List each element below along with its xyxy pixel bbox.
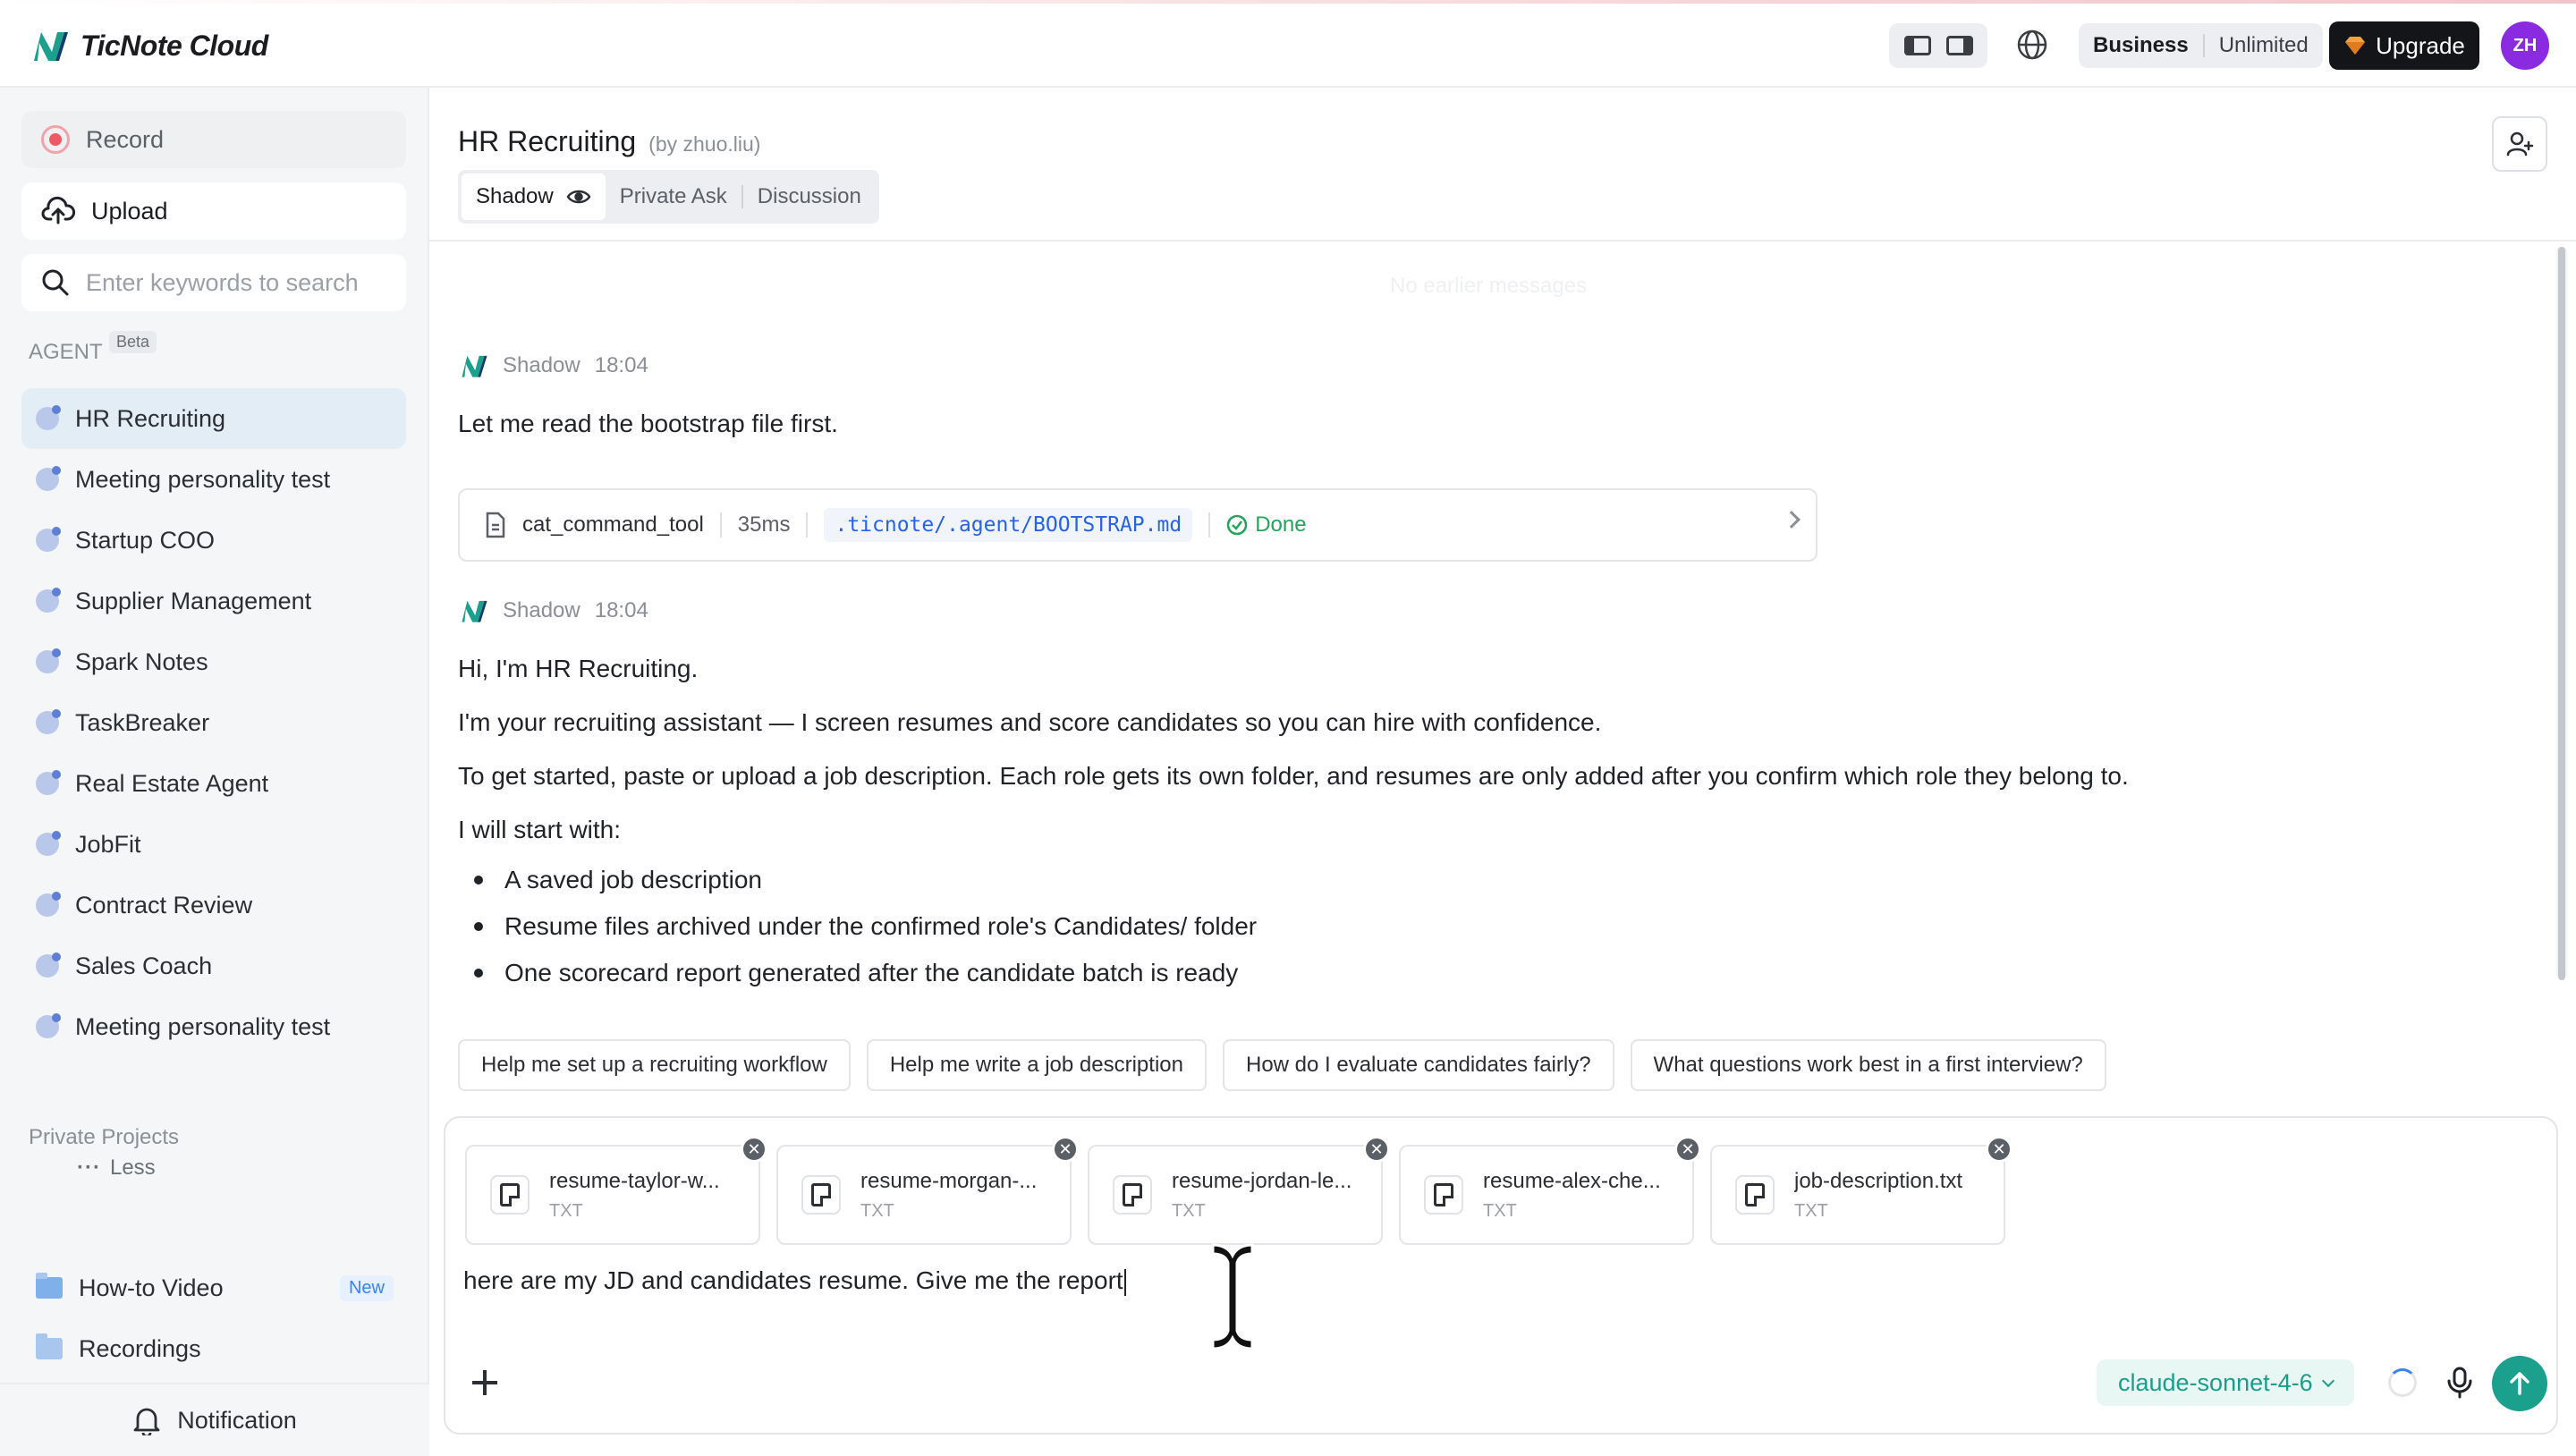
diamond-icon [2343,34,2367,57]
agent-icon [36,772,59,795]
agent-item-meeting-personality-test[interactable] [21,449,406,510]
remove-attachment-icon[interactable]: ✕ [1986,1136,2012,1163]
suggestion-chip[interactable]: Help me write a job description [867,1039,1207,1091]
agent-icon [36,407,59,430]
list-item-text: A saved job description [504,866,762,893]
agent-item-startup-coo[interactable] [21,510,406,571]
ticnote-logo-icon [29,25,70,66]
file-icon [1424,1175,1463,1215]
agent-item-label: Meeting personality test [75,1012,331,1040]
message-input-value: here are my JD and candidates resume. Give me the report [463,1266,1123,1294]
agent-title: HR Recruiting [458,125,637,157]
folder-icon [36,1338,63,1359]
text-cursor-icon [1206,1241,1259,1352]
tool-divider [806,512,808,538]
right-panel-icon[interactable] [1946,36,1973,55]
file-icon [490,1175,530,1215]
layout-toggle[interactable] [1889,23,1987,68]
add-member-button[interactable] [2492,116,2547,172]
bell-icon [132,1405,161,1435]
agent-item-hr-recruiting[interactable] [21,388,406,449]
new-badge: New [340,1275,394,1301]
agent-icon [36,893,59,917]
file-icon [1113,1175,1152,1215]
list-item [458,950,1257,996]
attachment-type: TXT [1172,1200,1206,1221]
agent-icon [36,589,59,613]
attachment-name: job-description.txt [1794,1168,1963,1193]
text-caret [1124,1269,1126,1296]
attachment-type: TXT [1483,1200,1517,1221]
message-input[interactable] [463,1266,1126,1296]
globe-icon[interactable] [2016,29,2048,61]
record-icon [41,125,70,154]
attachment-card[interactable] [465,1139,761,1245]
attachment-list [465,1139,2006,1245]
remove-attachment-icon[interactable]: ✕ [741,1136,767,1163]
agent-item-jobfit[interactable] [21,814,406,875]
record-label: Record [86,125,165,153]
upgrade-button[interactable] [2329,21,2479,70]
projects-section-title: Private Projects [29,1125,180,1149]
shadow-avatar-icon [458,596,488,626]
remove-attachment-icon[interactable]: ✕ [1052,1136,1079,1163]
agent-list [21,388,406,1057]
attachment-card[interactable] [1399,1139,1695,1245]
plan-name: Business [2093,33,2189,57]
file-icon [801,1175,841,1215]
agent-icon [36,954,59,978]
project-item-label: Recordings [79,1334,201,1362]
cloud-upload-icon [41,196,75,226]
tool-name: cat_command_tool [522,512,704,537]
chevron-down-icon [2322,1375,2334,1387]
message-line: I will start with: [458,816,622,843]
agent-icon [36,468,59,491]
search-icon [41,268,70,297]
agent-item-label: Supplier Management [75,587,312,614]
list-item-text: Resume files archived under the confirmed role's Candidates/ folder [504,912,1258,940]
message-header [458,351,648,381]
tool-status [1226,512,1306,538]
agent-item-sales-coach[interactable] [21,935,406,996]
list-item-text: One scorecard report generated after the candidate batch is ready [504,959,1239,986]
top-accent-line [0,0,2576,4]
model-name: claude-sonnet-4-6 [2118,1368,2313,1396]
suggestion-chip[interactable]: Help me set up a recruiting workflow [458,1039,851,1091]
upgrade-label: Upgrade [2376,31,2465,59]
check-circle-icon [1226,514,1248,536]
agent-item-label: Real Estate Agent [75,769,269,797]
message-time: 18:04 [594,598,648,622]
message-composer [444,1116,2558,1435]
agent-icon [36,1015,59,1038]
sidebar [0,88,429,1456]
suggestion-chips [458,1039,2106,1091]
agent-icon [36,711,59,734]
add-user-icon [2505,130,2534,158]
send-button[interactable] [2492,1356,2547,1411]
attachment-name: resume-taylor-w... [549,1168,720,1193]
agent-item-meeting-personality-test-2[interactable] [21,996,406,1057]
upload-button[interactable] [21,182,406,240]
search-box[interactable] [21,254,406,311]
attachment-type: TXT [1794,1200,1828,1221]
eye-icon[interactable] [566,188,591,206]
document-icon [485,512,506,538]
earlier-messages-hint: No earlier messages [1390,274,1588,298]
model-selector[interactable] [2097,1359,2354,1406]
agent-item-label: Sales Coach [75,952,213,979]
agent-item-real-estate-agent[interactable] [21,753,406,814]
suggestion-chip[interactable]: What questions work best in a first interview? [1631,1039,2106,1091]
agent-item-label: Spark Notes [75,648,208,675]
plan-divider [2203,34,2205,57]
agent-item-label: TaskBreaker [75,708,210,736]
message-line: To get started, paste or upload a job description. Each role gets its own folder, and resumes are only added after you confirm which role they belong to. [458,762,2129,790]
remove-attachment-icon[interactable]: ✕ [1363,1136,1390,1163]
file-icon [1735,1175,1775,1215]
agent-section-title: AGENT [29,340,103,364]
left-panel-icon[interactable] [1904,36,1931,55]
agent-icon [36,529,59,552]
suggestion-chip[interactable]: How do I evaluate candidates fairly? [1223,1039,1614,1091]
page-title [458,125,760,158]
agent-item-supplier-management[interactable] [21,571,406,631]
plan-indicator[interactable] [2079,23,2323,68]
tab-label: Shadow [476,184,554,208]
attachment-type: TXT [549,1200,583,1221]
message-line: I'm your recruiting assistant — I screen resumes and score candidates so you can hire with confidence. [458,708,1602,736]
agent-byline: (by zhuo.liu) [648,132,761,156]
attachment-name: resume-alex-che... [1483,1168,1661,1193]
agent-item-label: Meeting personality test [75,465,331,493]
show-less-button[interactable] [77,1155,156,1181]
plan-quota: Unlimited [2218,33,2309,57]
agent-item-spark-notes[interactable] [21,631,406,692]
chevron-right-icon[interactable] [1783,511,1801,529]
add-attachment-icon[interactable] [469,1367,501,1399]
message-header [458,596,648,626]
app-name: TicNote Cloud [80,29,268,62]
attachment-card[interactable] [776,1139,1072,1245]
agent-icon [36,833,59,856]
tool-status-label: Done [1255,512,1307,537]
mode-tabs [458,170,879,224]
attachment-name: resume-morgan-... [860,1168,1038,1193]
agent-item-label: Startup COO [75,526,216,554]
user-avatar[interactable]: ZH [2501,21,2549,70]
loading-spinner-icon [2388,1368,2417,1397]
agent-item-label: JobFit [75,830,141,858]
message-sender: Shadow [503,353,580,377]
tool-divider [720,512,722,538]
project-item-how-to-video[interactable] [21,1257,406,1318]
tool-path: .ticnote/.agent/BOOTSTRAP.md [824,508,1192,542]
project-item-label: How-to Video [79,1274,224,1301]
record-button[interactable] [21,111,406,168]
chat-scrollbar[interactable] [2556,247,2567,978]
app-logo[interactable] [29,25,268,66]
attachment-card[interactable] [1710,1139,2006,1245]
agent-item-label: Contract Review [75,891,253,918]
message-time: 18:04 [594,353,648,377]
arrow-up-icon [2506,1370,2533,1397]
upload-label: Upload [91,197,168,224]
message-text: Let me read the bootstrap file first. [458,410,838,437]
attachment-card[interactable] [1088,1139,1384,1245]
tab-shadow[interactable] [462,174,606,220]
message-bullet-list [458,857,1257,996]
agent-item-contract-review[interactable] [21,875,406,935]
tool-divider [1208,512,1210,538]
message-sender: Shadow [503,598,580,622]
microphone-icon[interactable] [2442,1365,2478,1401]
shadow-avatar-icon [458,351,488,381]
more-dots-icon: ··· [77,1155,101,1180]
list-item [458,857,1257,903]
attachment-name: resume-jordan-le... [1172,1168,1352,1193]
video-folder-icon [36,1277,63,1299]
notification-label: Notification [177,1406,297,1434]
agent-item-label: HR Recruiting [75,404,226,432]
message-line: Hi, I'm HR Recruiting. [458,655,699,682]
tool-call-card[interactable] [458,488,1818,562]
agent-icon [36,650,59,673]
list-item [458,903,1257,950]
notification-button[interactable] [0,1383,429,1456]
tab-label: Private Ask [619,184,727,208]
tab-discussion[interactable] [743,174,876,220]
top-bar [0,0,2576,88]
project-item-recordings[interactable] [21,1318,406,1379]
attachment-type: TXT [860,1200,894,1221]
agent-item-taskbreaker[interactable] [21,692,406,753]
show-less-label: Less [109,1155,156,1180]
tool-duration: 35ms [737,512,791,537]
beta-badge: Beta [109,331,157,353]
chat-header [429,88,2576,241]
remove-attachment-icon[interactable]: ✕ [1674,1136,1701,1163]
chat-thread [429,241,2555,1029]
tab-label: Discussion [757,184,861,208]
tab-private-ask[interactable] [606,174,741,220]
search-input[interactable]: Enter keywords to search [86,268,359,296]
